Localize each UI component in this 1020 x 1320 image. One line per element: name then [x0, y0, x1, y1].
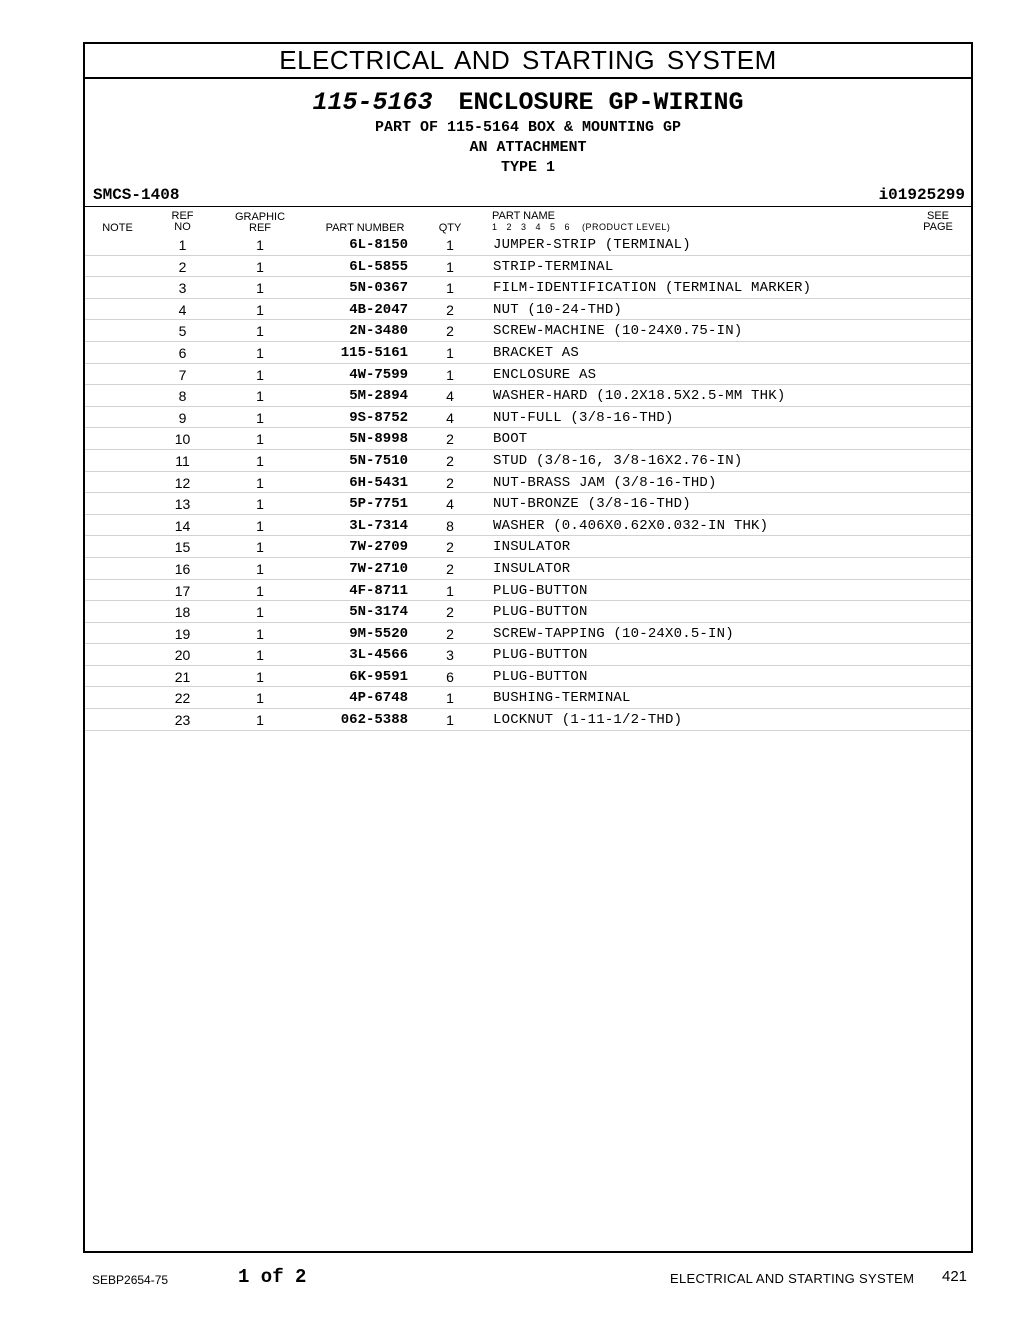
table-row [85, 342, 971, 364]
ref-no-cell: 6 [178, 344, 187, 361]
table-row [85, 493, 971, 515]
part-number-cell: 5N-0367 [349, 280, 408, 297]
qty-cell: 1 [446, 280, 454, 297]
part-number-cell: 7W-2709 [349, 539, 408, 556]
table-row [85, 320, 971, 342]
qty-cell: 2 [446, 604, 454, 621]
table-row [85, 450, 971, 472]
part-number-cell: 4W-7599 [349, 366, 408, 383]
part-number-cell: 9S-8752 [349, 409, 408, 426]
ref-no-cell: 1 [178, 237, 187, 253]
part-name-cell: NUT-BRONZE (3/8-16-THD) [493, 496, 691, 513]
part-name-cell: BRACKET AS [493, 344, 580, 361]
qty-cell: 2 [446, 452, 454, 469]
table-row [85, 644, 971, 666]
parts-page-frame [83, 42, 973, 1253]
ref-no-cell: 17 [174, 582, 191, 599]
ref-no-cell: 10 [174, 431, 191, 448]
table-row [85, 299, 971, 321]
ref-header-line2: NO [174, 221, 191, 233]
table-row [85, 472, 971, 494]
qty-cell: 3 [446, 647, 454, 664]
group-header [85, 88, 971, 178]
qty-cell: 4 [446, 409, 454, 426]
footer-page-of: 1 of 2 [238, 1266, 307, 1288]
qty-cell: 2 [446, 431, 454, 448]
footer-page-number: 421 [942, 1268, 968, 1285]
graphic-ref-cell: 1 [256, 560, 264, 577]
qty-cell: 1 [446, 582, 454, 599]
graphic-header-line1: GRAPHIC [234, 211, 286, 223]
part-number-cell: 115-5161 [340, 344, 408, 361]
group-title [85, 88, 971, 118]
part-number-cell: 4P-6748 [349, 690, 408, 707]
part-name-cell: INSULATOR [493, 560, 571, 577]
page-footer [0, 1262, 1020, 1292]
part-number-cell: 4F-8711 [349, 582, 408, 599]
graphic-ref-cell: 1 [256, 344, 264, 361]
qty-cell: 2 [446, 323, 454, 340]
ref-no-cell: 7 [178, 366, 187, 383]
graphic-ref-cell: 1 [256, 604, 264, 621]
footer-doc-id: SEBP2654-75 [92, 1273, 169, 1287]
ref-no-cell: 20 [174, 647, 191, 664]
qty-cell: 2 [446, 301, 454, 318]
attachment-line: AN ATTACHMENT [469, 139, 587, 156]
part-name-cell: BOOT [493, 431, 528, 448]
graphic-ref-cell: 1 [256, 301, 264, 318]
table-row [85, 515, 971, 537]
ref-no-cell: 15 [174, 539, 191, 556]
part-number-cell: 062-5388 [340, 712, 408, 729]
part-number-cell: 3L-4566 [349, 647, 408, 664]
smcs-code: SMCS-1408 [93, 186, 180, 204]
graphic-ref-cell: 1 [256, 625, 264, 642]
part-number-cell: 5N-7510 [349, 452, 408, 469]
ref-no-cell: 14 [174, 517, 191, 534]
qty-cell: 1 [446, 690, 454, 707]
ref-no-cell: 8 [178, 388, 187, 405]
part-number-cell: 9M-5520 [349, 625, 408, 642]
table-row [85, 666, 971, 688]
graphic-ref-cell: 1 [256, 712, 264, 729]
part-name-cell: LOCKNUT (1-11-1/2-THD) [493, 712, 683, 729]
qty-cell: 2 [446, 539, 454, 556]
part-name-cell: NUT (10-24-THD) [493, 301, 623, 318]
part-of-line: PART OF 115-5164 BOX & MOUNTING GP [374, 119, 682, 136]
column-header-note: NOTE [102, 222, 133, 234]
table-row [85, 277, 971, 299]
ref-no-cell: 19 [174, 625, 191, 642]
graphic-ref-cell: 1 [256, 431, 264, 448]
table-row [85, 256, 971, 278]
part-number-cell: 7W-2710 [349, 560, 408, 577]
ref-no-cell: 16 [174, 560, 191, 577]
ref-header-line1: REF [171, 210, 194, 222]
table-row [85, 623, 971, 645]
table-row [85, 385, 971, 407]
part-name-cell: WASHER (0.406X0.62X0.032-IN THK) [493, 517, 769, 534]
table-row [85, 364, 971, 386]
table-row [85, 407, 971, 429]
graphic-ref-cell: 1 [256, 582, 264, 599]
graphic-ref-cell: 1 [256, 517, 264, 534]
qty-cell: 8 [446, 517, 454, 534]
column-header-part-name [492, 211, 670, 233]
ref-no-cell: 21 [174, 668, 191, 685]
table-row [85, 709, 971, 731]
part-number-cell: 5M-2894 [349, 388, 408, 405]
column-header-qty: QTY [438, 222, 462, 234]
illustration-id: i01925299 [878, 186, 965, 204]
part-name-header-label: PART NAME [492, 210, 555, 222]
group-part-number: 115-5163 [312, 88, 433, 117]
see-header-line2: PAGE [923, 221, 953, 233]
product-level-header: 1 2 3 4 5 6 (PRODUCT LEVEL) [492, 222, 671, 232]
graphic-ref-cell: 1 [256, 496, 264, 513]
qty-cell: 1 [446, 712, 454, 729]
header-divider [85, 206, 971, 207]
qty-cell: 1 [446, 366, 454, 383]
part-number-cell: 5N-8998 [349, 431, 408, 448]
group-name: ENCLOSURE GP-WIRING [458, 88, 744, 117]
table-row [85, 234, 971, 256]
part-name-cell: ENCLOSURE AS [493, 366, 597, 383]
part-number-cell: 5P-7751 [349, 496, 408, 513]
part-number-cell: 6H-5431 [349, 474, 408, 491]
part-number-cell: 4B-2047 [349, 301, 408, 318]
table-row [85, 536, 971, 558]
part-name-cell: STUD (3/8-16, 3/8-16X2.76-IN) [493, 452, 743, 469]
graphic-ref-cell: 1 [256, 452, 264, 469]
graphic-ref-cell: 1 [256, 474, 264, 491]
type-line: TYPE 1 [500, 159, 555, 176]
part-name-cell: SCREW-MACHINE (10-24X0.75-IN) [493, 323, 743, 340]
ref-no-cell: 9 [178, 409, 187, 426]
qty-cell: 6 [446, 668, 454, 685]
part-name-cell: PLUG-BUTTON [493, 604, 588, 621]
table-row [85, 601, 971, 623]
part-name-cell: SCREW-TAPPING (10-24X0.5-IN) [493, 625, 734, 642]
table-row [85, 428, 971, 450]
part-name-cell: INSULATOR [493, 539, 571, 556]
column-header-part-number: PART NUMBER [325, 222, 405, 234]
ref-no-cell: 12 [174, 474, 191, 491]
graphic-header-line2: REF [249, 222, 271, 234]
graphic-ref-cell: 1 [256, 388, 264, 405]
part-number-cell: 5N-3174 [349, 604, 408, 621]
ref-no-cell: 3 [178, 280, 187, 297]
ref-no-cell: 5 [178, 323, 187, 340]
graphic-ref-cell: 1 [256, 323, 264, 340]
ref-no-cell: 18 [174, 604, 191, 621]
graphic-ref-cell: 1 [256, 539, 264, 556]
part-number-cell: 2N-3480 [349, 323, 408, 340]
part-name-cell: BUSHING-TERMINAL [493, 690, 631, 707]
graphic-ref-cell: 1 [256, 668, 264, 685]
part-name-cell: NUT-BRASS JAM (3/8-16-THD) [493, 474, 717, 491]
qty-cell: 1 [446, 344, 454, 361]
see-header-line1: SEE [926, 210, 949, 222]
table-row [85, 558, 971, 580]
part-number-cell: 6K-9591 [349, 668, 408, 685]
graphic-ref-cell: 1 [256, 258, 264, 275]
graphic-ref-cell: 1 [256, 409, 264, 426]
part-number-cell: 6L-5855 [349, 258, 408, 275]
ref-no-cell: 23 [174, 712, 191, 729]
part-name-cell: WASHER-HARD (10.2X18.5X2.5-MM THK) [493, 388, 786, 405]
column-header-graphic-ref [230, 212, 290, 234]
graphic-ref-cell: 1 [256, 237, 264, 253]
part-number-cell: 3L-7314 [349, 517, 408, 534]
graphic-ref-cell: 1 [256, 647, 264, 664]
table-row [85, 580, 971, 602]
ref-no-cell: 13 [174, 496, 191, 513]
graphic-ref-cell: 1 [256, 366, 264, 383]
qty-cell: 2 [446, 474, 454, 491]
footer-section: ELECTRICAL AND STARTING SYSTEM [670, 1271, 915, 1286]
part-name-cell: STRIP-TERMINAL [493, 258, 614, 275]
part-name-cell: NUT-FULL (3/8-16-THD) [493, 409, 674, 426]
table-row [85, 687, 971, 709]
column-header-ref-no [165, 211, 200, 233]
graphic-ref-cell: 1 [256, 280, 264, 297]
part-number-cell: 6L-8150 [349, 237, 408, 253]
ref-no-cell: 11 [175, 452, 190, 469]
qty-cell: 1 [446, 258, 454, 275]
ref-no-cell: 2 [178, 258, 187, 275]
qty-cell: 4 [446, 388, 454, 405]
ref-no-cell: 4 [178, 301, 187, 318]
graphic-ref-cell: 1 [256, 690, 264, 707]
qty-cell: 4 [446, 496, 454, 513]
ref-no-cell: 22 [174, 690, 191, 707]
part-name-cell: PLUG-BUTTON [493, 582, 588, 599]
part-name-cell: PLUG-BUTTON [493, 668, 588, 685]
section-title: ELECTRICAL AND STARTING SYSTEM [85, 44, 971, 79]
part-name-cell: JUMPER-STRIP (TERMINAL) [493, 237, 691, 253]
parts-list [85, 234, 971, 731]
column-header-see-page [915, 211, 961, 233]
qty-cell: 2 [446, 625, 454, 642]
qty-cell: 2 [446, 560, 454, 577]
part-name-cell: PLUG-BUTTON [493, 647, 588, 664]
qty-cell: 1 [446, 237, 454, 253]
part-name-cell: FILM-IDENTIFICATION (TERMINAL MARKER) [493, 280, 812, 297]
